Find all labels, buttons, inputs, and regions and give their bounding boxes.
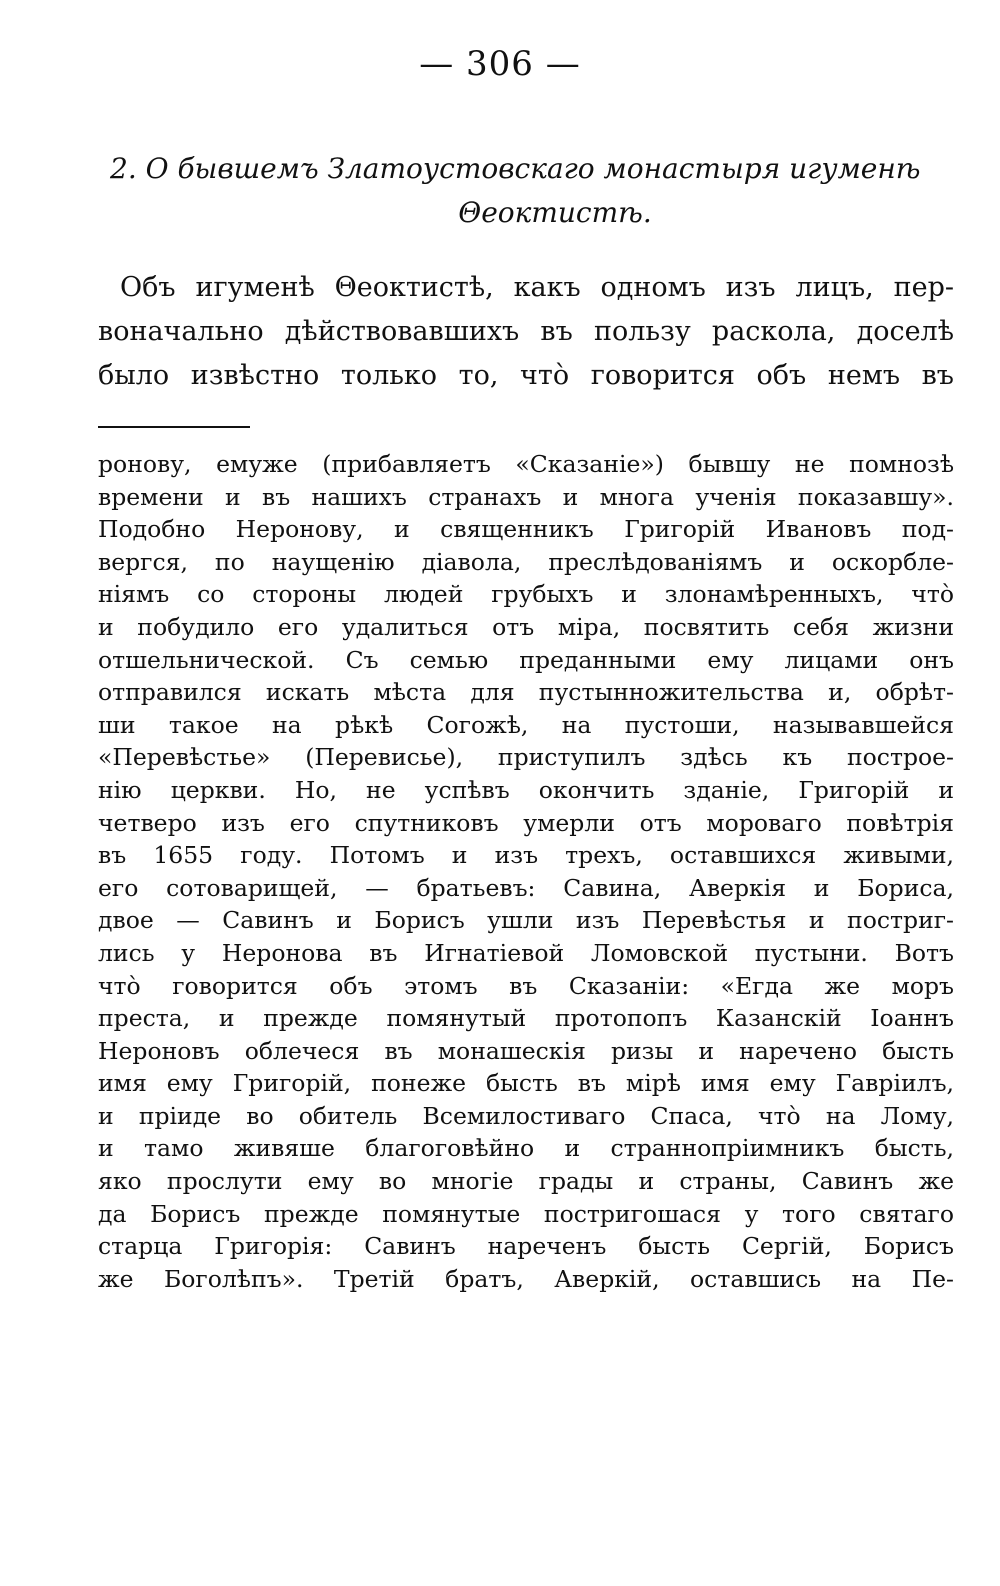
footnote-line: отправился искать мѣста для пустынножительства и, обрѣт-: [98, 678, 954, 707]
body-line: воначально дѣйствовавшихъ въ пользу раскола, доселѣ: [98, 316, 954, 347]
body-line: Объ игуменѣ Θеоктистѣ, какъ одномъ изъ лицъ, пер-: [120, 272, 954, 303]
footnote-line: Подобно Неронову, и священникъ Григорій Ивановъ под-: [98, 515, 954, 544]
footnote-line: и побудило его удалиться отъ міра, посвятить себя жизни: [98, 612, 954, 641]
footnote-block: [98, 448, 954, 1295]
body-line: было извѣстно только то, что̀ говорится объ немъ въ: [98, 360, 954, 391]
footnote-line: преста, и прежде помянутый протопопъ Казанскій Іоаннъ: [98, 1004, 954, 1033]
footnote-line: яко прослути ему во многіе грады и страны, Савинъ же: [98, 1167, 954, 1196]
footnote-separator: [98, 426, 250, 428]
footnote-line: лись у Неронова въ Игнатіевой Ломовской пустыни. Вотъ: [98, 938, 954, 967]
section-heading-line-2: Θеоктистѣ.: [458, 196, 652, 229]
footnote-line: четверо изъ его спутниковъ умерли отъ мороваго повѣтрія: [98, 808, 954, 837]
footnote-line: нію церкви. Но, не успѣвъ окончить зданіе, Григорій и: [98, 775, 954, 804]
footnote-line: вергся, по наущенію діавола, преслѣдованіямъ и оскорбле-: [98, 547, 954, 576]
body-paragraph: [98, 266, 954, 398]
page-number: — 306 —: [419, 44, 581, 84]
footnote-line: двое — Савинъ и Борисъ ушли изъ Перевѣстья и постриг-: [98, 906, 954, 935]
footnote-line: отшельнической. Съ семью преданными ему лицами онъ: [98, 645, 954, 674]
footnote-line: его сотоварищей, — братьевъ: Савина, Аверкія и Бориса,: [98, 873, 954, 902]
footnote-line: ши такое на рѣкѣ Согожѣ, на пустоши, называвшейся: [98, 710, 954, 739]
footnote-line: «Перевѣстье» (Перевисье), приступилъ здѣсь къ построе-: [98, 743, 954, 772]
section-heading-line-1: 2. О бывшемъ Златоустовскаго монастыря игуменѣ: [110, 152, 921, 185]
footnote-line: имя ему Григорій, понеже бысть въ мірѣ имя ему Гавріилъ,: [98, 1069, 954, 1098]
footnote-line: же Боголѣпъ». Третій братъ, Аверкій, оставшись на Пе-: [98, 1264, 954, 1293]
footnote-line: времени и въ нашихъ странахъ и многа ученія показавшу».: [98, 482, 954, 511]
footnote-line: да Борисъ прежде помянутые постригошася у того святаго: [98, 1199, 954, 1228]
footnote-line: и пріиде во обитель Всемилостиваго Спаса, что̀ на Лому,: [98, 1101, 954, 1130]
footnote-line: и тамо живяше благоговѣйно и страннопріимникъ бысть,: [98, 1134, 954, 1163]
footnote-line: старца Григорія: Савинъ нареченъ бысть Сергій, Борисъ: [98, 1232, 954, 1261]
footnote-line: Нероновъ облечеся въ монашескія ризы и наречено бысть: [98, 1036, 954, 1065]
footnote-line: въ 1655 году. Потомъ и изъ трехъ, оставшихся живыми,: [98, 841, 954, 870]
footnote-line: ронову, емуже (прибавляетъ «Сказаніе») бывшу не помнозѣ: [98, 450, 954, 478]
footnote-line: что̀ говорится объ этомъ въ Сказаніи: «Егда же моръ: [98, 971, 954, 1000]
footnote-line: ніямъ со стороны людей грубыхъ и злонамѣренныхъ, что̀: [98, 580, 954, 609]
